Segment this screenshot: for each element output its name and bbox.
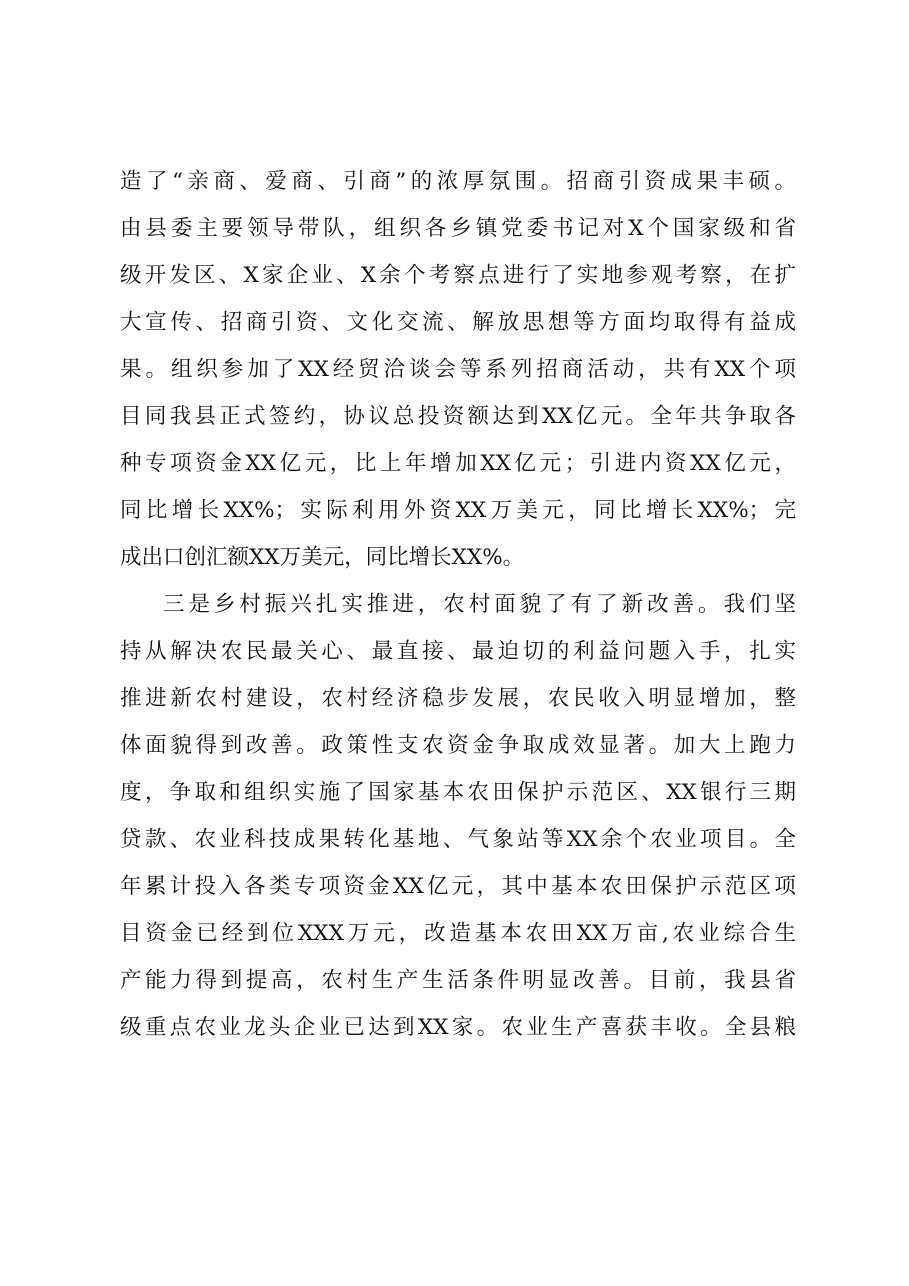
- text-line: 持从解决农民最关心、最直接、最迫切的利益问题入手，扎实: [120, 639, 796, 664]
- text-line: 度，争取和组织实施了国家基本农田保护示范区、XX银行三期: [120, 780, 796, 805]
- text-line: 体面貌得到改善。政策性支农资金争取成效显著。加大上跑力: [120, 733, 796, 758]
- text-line: 三是乡村振兴扎实推进，农村面貌了有了新改善。我们坚: [163, 592, 796, 617]
- text-line: 大宣传、招商引资、文化交流、解放思想等方面均取得有益成: [120, 310, 796, 335]
- text-line: 目资金已经到位XXX万元，改造基本农田XX万亩,农业综合生: [120, 921, 796, 946]
- paragraph-1: [120, 158, 796, 581]
- text-line: 级开发区、X家企业、X余个考察点进行了实地参观考察，在扩: [120, 263, 796, 288]
- text-line: 由县委主要领导带队，组织各乡镇党委书记对X个国家级和省: [120, 216, 796, 241]
- text-line: 成出口创汇额XX万美元，同比增长XX%。: [120, 545, 525, 570]
- paragraph-2: [120, 581, 796, 1051]
- text-line: 推进新农村建设，农村经济稳步发展，农民收入明显增加，整: [120, 686, 796, 711]
- text-line: 造了“亲商、爱商、引商”的浓厚氛围。招商引资成果丰硕。: [120, 169, 796, 194]
- document-page: [120, 158, 796, 1051]
- text-line: 产能力得到提高，农村生产生活条件明显改善。目前，我县省: [120, 968, 796, 993]
- text-line: 级重点农业龙头企业已达到XX家。农业生产喜获丰收。全县粮: [120, 1015, 796, 1040]
- text-line: 同比增长XX%；实际利用外资XX万美元，同比增长XX%；完: [120, 498, 796, 523]
- text-line: 目同我县正式签约，协议总投资额达到XX亿元。全年共争取各: [120, 404, 796, 429]
- text-line: 贷款、农业科技成果转化基地、气象站等XX余个农业项目。全: [120, 827, 796, 852]
- text-line: 种专项资金XX亿元，比上年增加XX亿元；引进内资XX亿元，: [120, 451, 796, 476]
- text-line: 果。组织参加了XX经贸洽谈会等系列招商活动，共有XX个项: [120, 357, 796, 382]
- text-line: 年累计投入各类专项资金XX亿元，其中基本农田保护示范区项: [120, 874, 796, 899]
